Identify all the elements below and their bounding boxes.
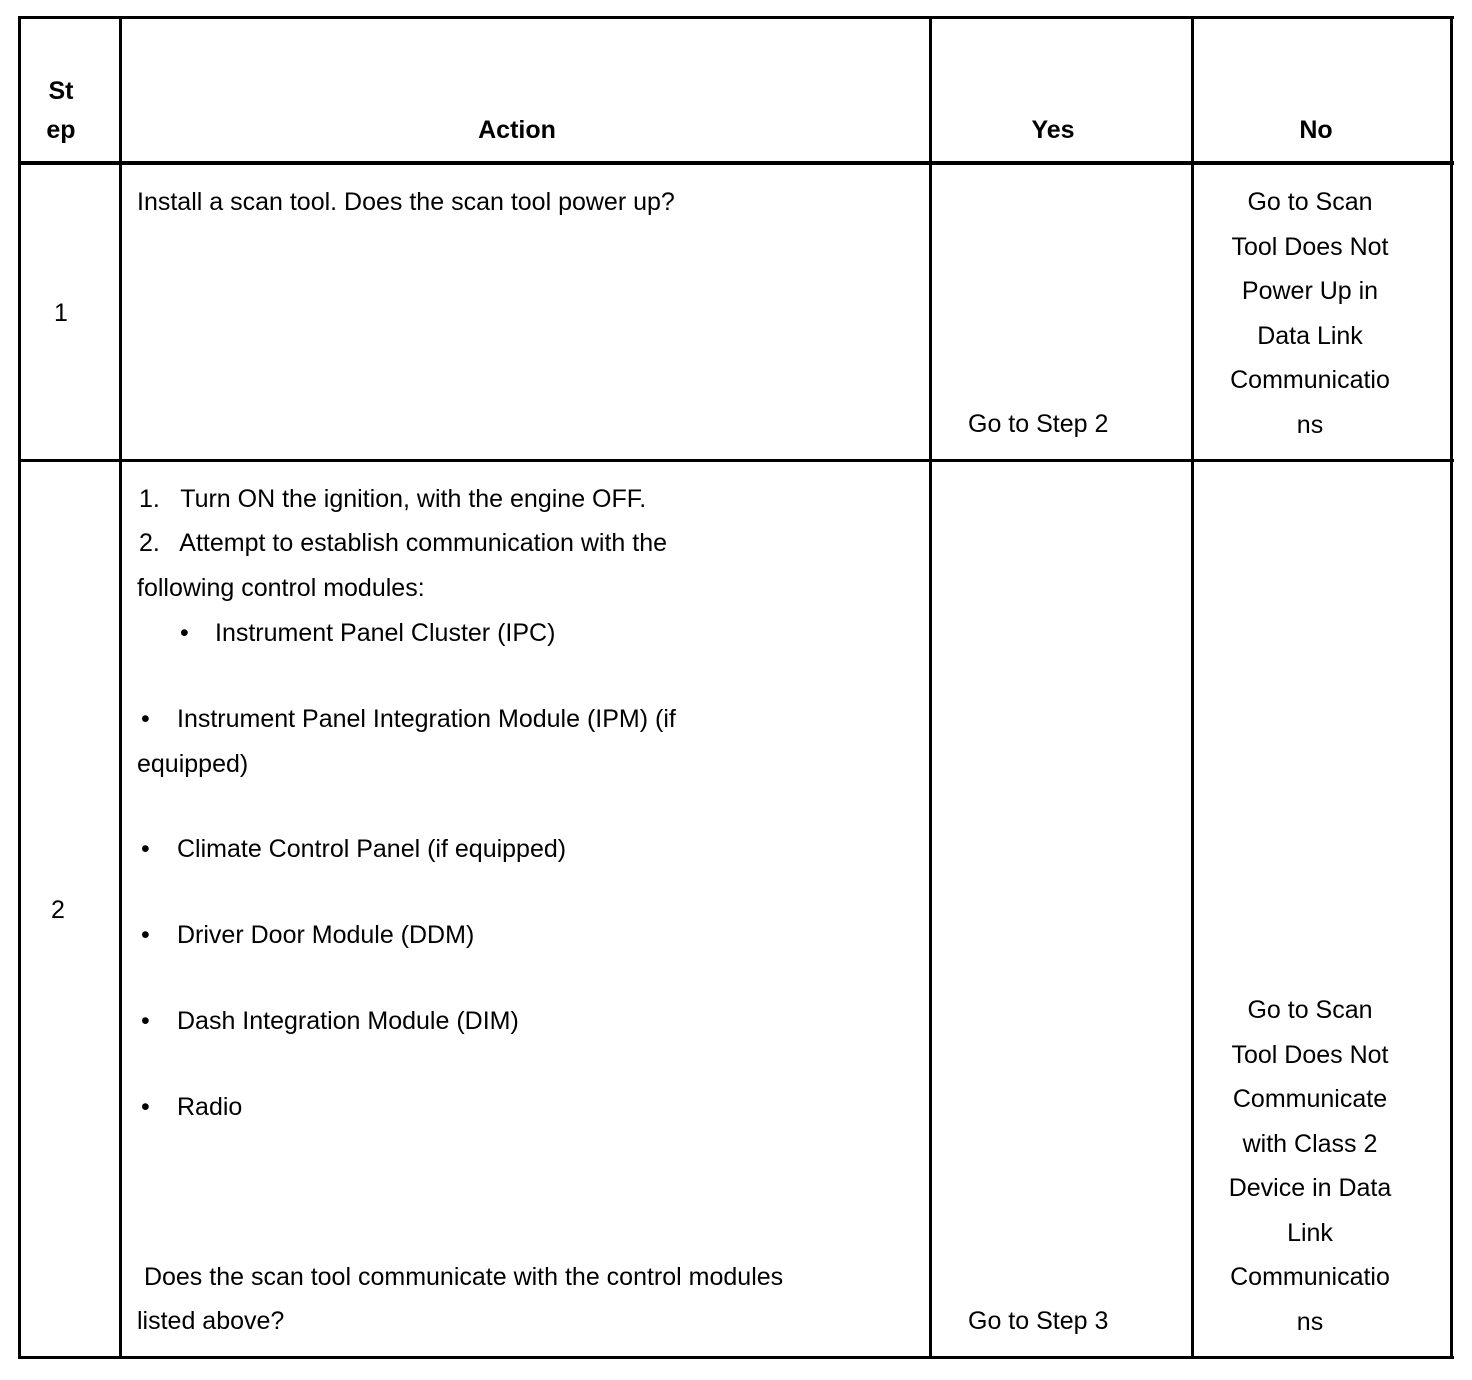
- column-divider-step: [119, 16, 122, 1359]
- row1-no-line: ns: [1296, 410, 1324, 439]
- row1-yes: Go to Step 2: [968, 410, 1109, 438]
- row1-no-line: Tool Does Not: [1231, 232, 1389, 261]
- row2-no-line: Communicate: [1232, 1085, 1388, 1113]
- module-item: Radio: [177, 1093, 243, 1121]
- module-item: Instrument Panel Integration Module (IPM) (if: [177, 705, 676, 733]
- table-border-right: [1450, 16, 1453, 1359]
- module-item: Instrument Panel Cluster (IPC): [215, 619, 556, 647]
- row1-no-line: Data Link: [1257, 321, 1363, 350]
- row2-action-line: 2. Attempt to establish communication with the: [139, 529, 668, 557]
- module-item: Climate Control Panel (if equipped): [177, 835, 567, 863]
- row2-action-line: 1. Turn ON the ignition, with the engine OFF.: [139, 485, 647, 513]
- row2-question-line: listed above?: [137, 1307, 285, 1335]
- row2-no-line: Device in Data: [1228, 1174, 1392, 1202]
- row2-no: [1190, 988, 1430, 1344]
- row2-no-line: Tool Does Not: [1231, 1040, 1389, 1069]
- row1-no-line: Go to Scan: [1247, 188, 1373, 216]
- bullet-icon: •: [141, 1007, 150, 1035]
- header-step-line1: St: [48, 77, 74, 105]
- column-divider-action: [929, 16, 932, 1359]
- row1-no-line: Power Up in: [1241, 277, 1379, 305]
- header-step-line2: ep: [46, 116, 76, 144]
- row2-no-line: Communicatio: [1230, 1263, 1390, 1291]
- row2-no-line: ns: [1296, 1307, 1324, 1336]
- row2-no-line: Go to Scan: [1247, 996, 1373, 1024]
- bullet-icon: •: [180, 619, 189, 647]
- row1-no: [1190, 180, 1430, 447]
- header-step: [21, 72, 101, 150]
- row2-no-line: with Class 2: [1242, 1129, 1378, 1158]
- row2-action-line: following control modules:: [137, 574, 425, 602]
- bullet-icon: •: [141, 705, 150, 733]
- module-item: Driver Door Module (DDM): [177, 921, 475, 949]
- table-border-left: [18, 16, 21, 1359]
- row-divider: [18, 459, 1454, 462]
- bullet-icon: •: [141, 921, 150, 949]
- bullet-icon: •: [141, 835, 150, 863]
- table-border-top: [18, 16, 1454, 19]
- row2-yes: Go to Step 3: [968, 1307, 1109, 1335]
- module-item-continuation: equipped): [137, 750, 249, 778]
- header-action: Action: [478, 116, 556, 144]
- row2-question-line: Does the scan tool communicate with the control modules: [137, 1263, 784, 1291]
- header-yes: Yes: [1031, 116, 1075, 144]
- row1-step: 1: [54, 299, 68, 327]
- module-item: Dash Integration Module (DIM): [177, 1007, 519, 1035]
- table-border-bottom: [18, 1356, 1454, 1359]
- row1-no-line: Communicatio: [1230, 366, 1390, 394]
- bullet-icon: •: [141, 1093, 150, 1121]
- header-divider: [18, 161, 1454, 165]
- row1-action: Install a scan tool. Does the scan tool power up?: [137, 188, 675, 216]
- row2-no-line: Link: [1287, 1218, 1333, 1247]
- row2-step: 2: [51, 896, 65, 924]
- header-no: No: [1299, 116, 1333, 144]
